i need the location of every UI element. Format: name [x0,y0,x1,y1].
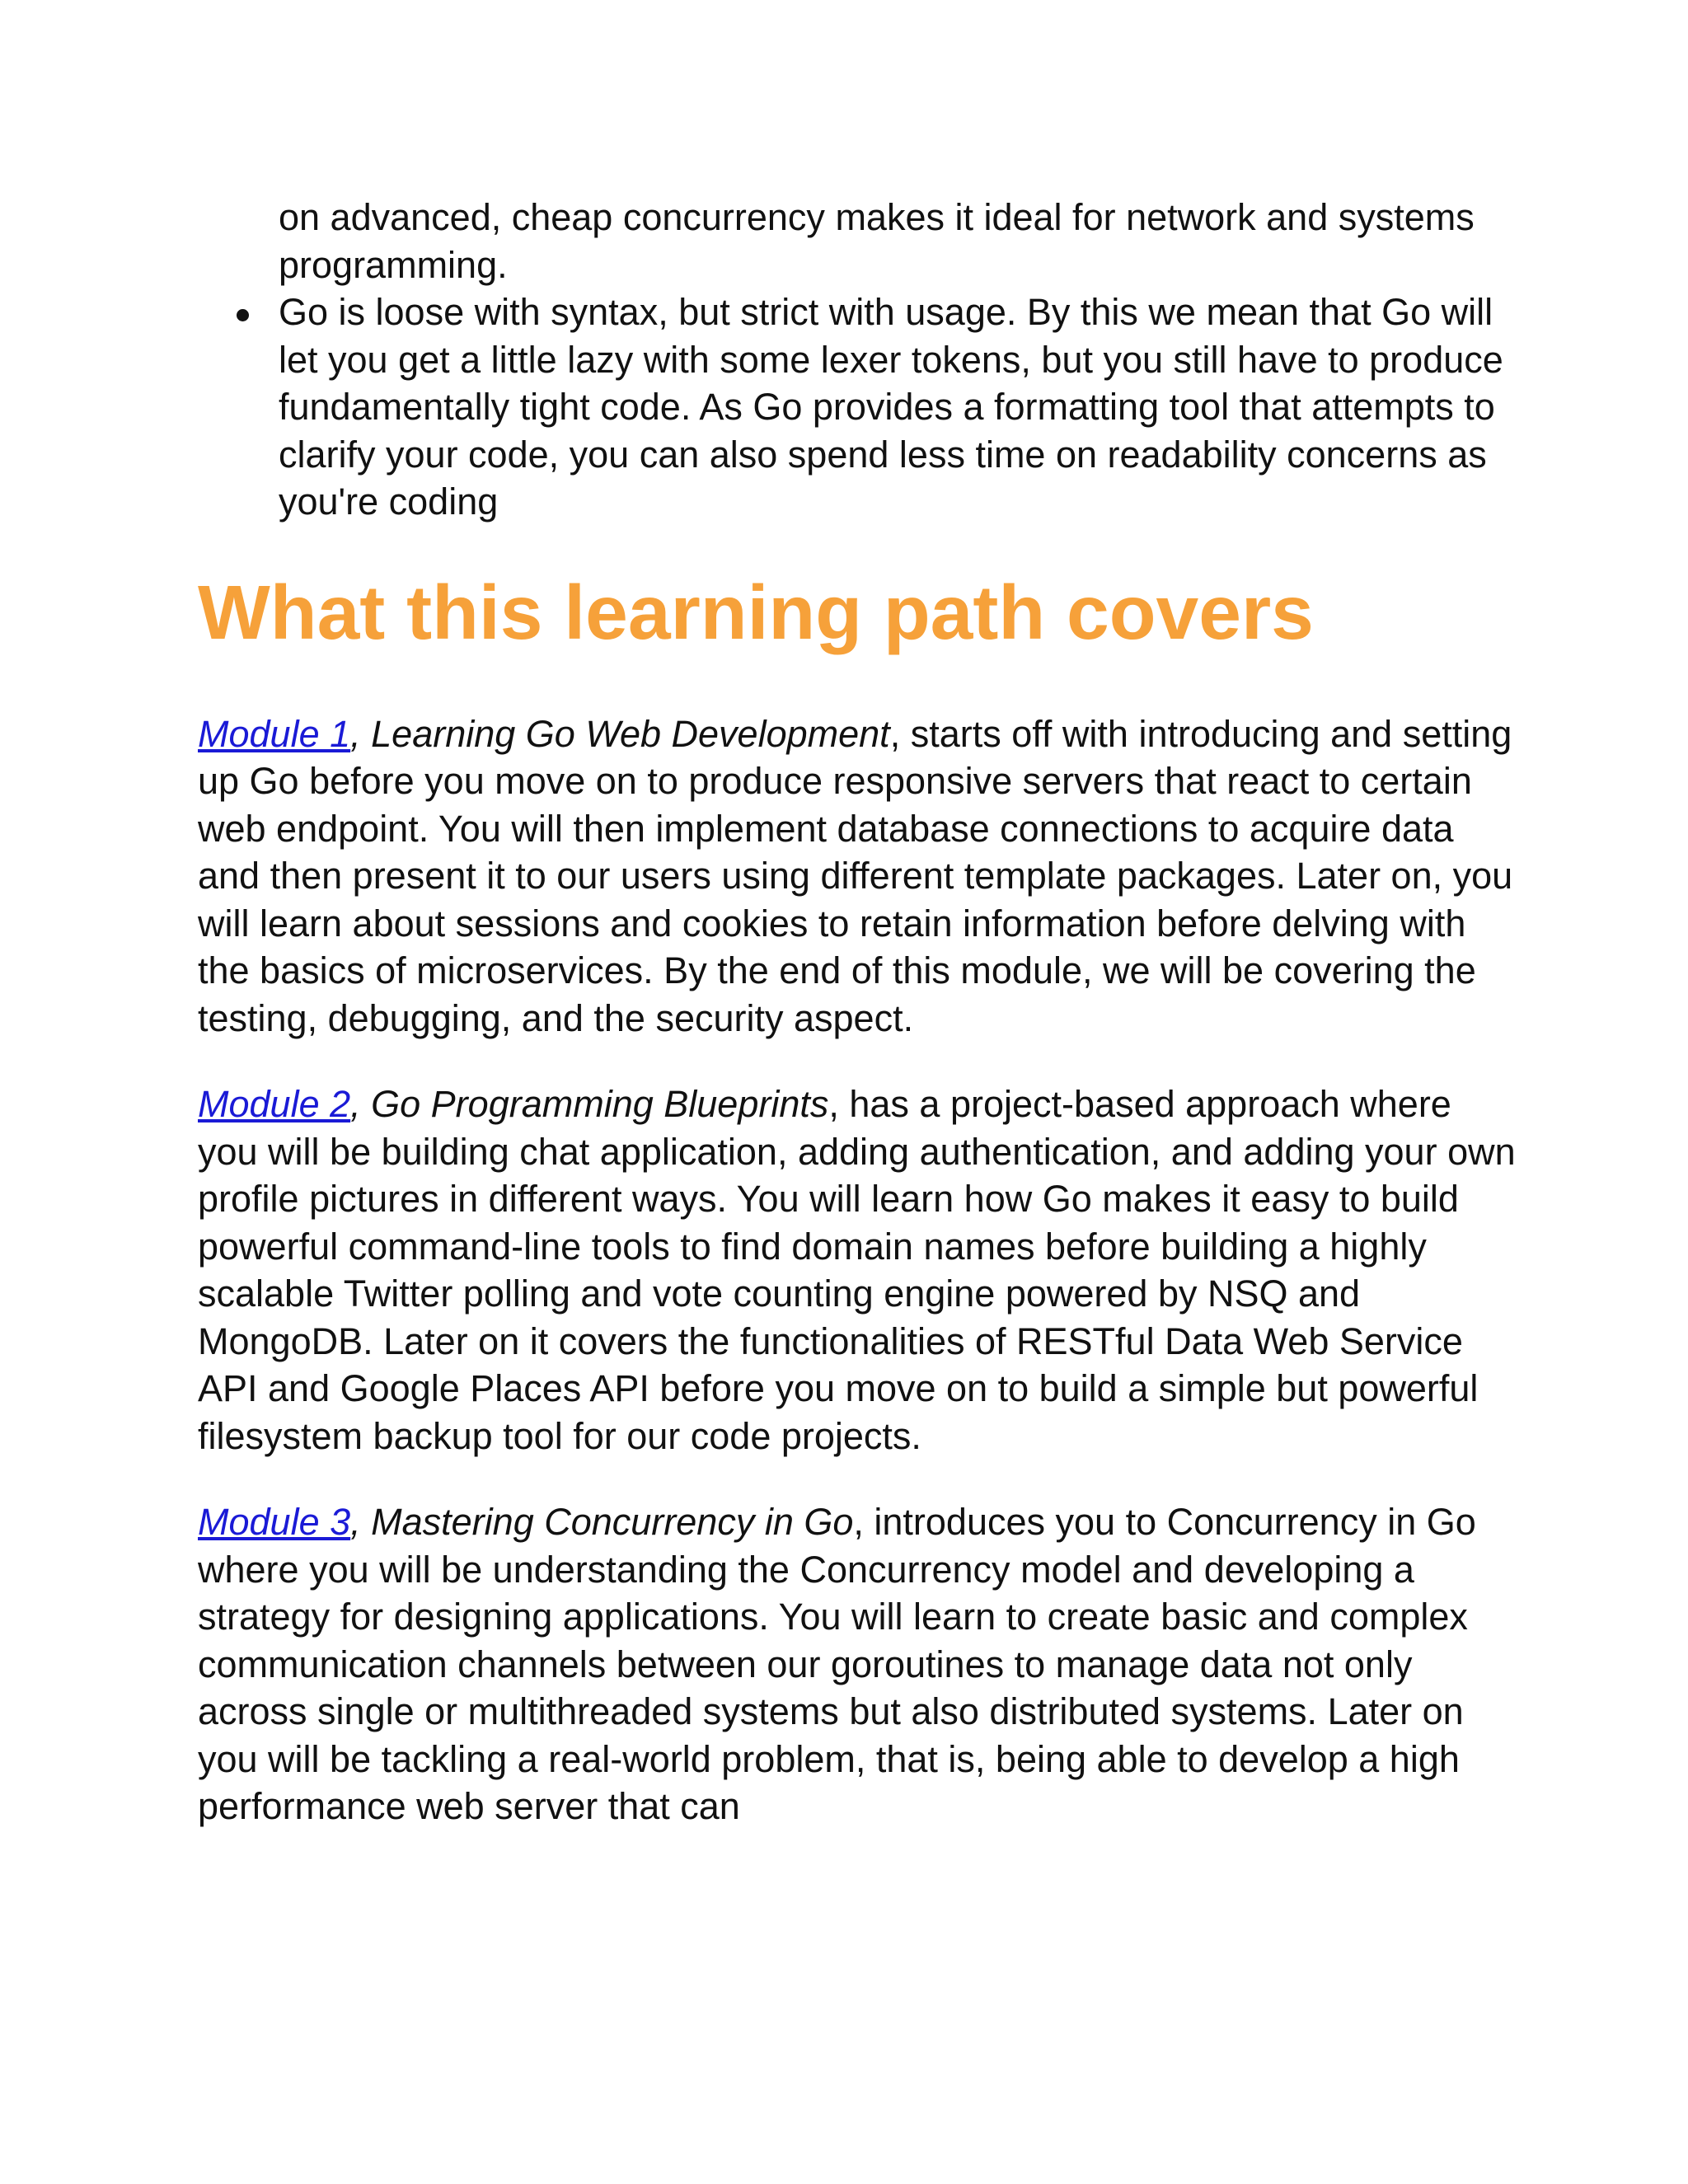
module-3-paragraph [198,1498,1517,1830]
module-1-description: , starts off with introducing and setting up Go before you move on to produce responsive servers that react to certain web endpoint. You will then implement database connections to acquire data and then present it to our users using different template packages. Later on, you will learn about sessions and cookies to retain information before delving with the basics of microservices. By the end of this module, we will be covering the testing, debugging, and the security aspect. [198,712,1513,1039]
module-separator: , [350,712,372,755]
module-2-description: , has a project-based approach where you will be building chat application, adding authentication, and adding your own profile pictures in different ways. You will learn how Go makes it easy to build powerful command-line tools to find domain names before building a highly scalable Twitter polling and vote counting engine powered by NSQ and MongoDB. Later on it covers the functionalities of RESTful Data Web Service API and Google Places API before you move on to build a simple but powerful filesystem backup tool for our code projects. [198,1083,1516,1457]
bullet-item [198,288,1517,526]
section-heading: What this learning path covers [198,569,1314,655]
module-1-title: Learning Go Web Development [371,712,890,755]
document-page [198,194,1517,1830]
module-2-link[interactable]: Module 2 [198,1083,351,1125]
module-3-title: Mastering Concurrency in Go [371,1501,854,1543]
module-1-link[interactable]: Module 1 [198,712,351,755]
module-2-paragraph [198,1080,1517,1460]
module-separator: , [350,1083,372,1125]
bullet-dot-icon [237,309,249,321]
bullet-text: Go is loose with syntax, but strict with usage. By this we mean that Go will let you get a little lazy with some lexer tokens, but you still have to produce fundamentally tight code. As Go provides a formatting tool that attempts to clarify your code, you can also spend less time on readability concerns as you're coding [279,291,1503,523]
module-separator: , [350,1501,372,1543]
module-2-title: Go Programming Blueprints [371,1083,829,1125]
bullet-text: on advanced, cheap concurrency makes it ideal for network and systems programming. [279,196,1475,286]
bullet-item-continued [198,194,1517,288]
module-3-description: , introduces you to Concurrency in Go where you will be understanding the Concurrency model and developing a strategy for designing applications. You will learn to create basic and complex communication channels between our goroutines to manage data not only across single or multithreaded systems but also distributed systems. Later on you will be tackling a real-world problem, that is, being able to develop a high performance web server that can [198,1501,1476,1827]
module-3-link[interactable]: Module 3 [198,1501,351,1543]
feature-bullet-list [198,194,1517,526]
module-1-paragraph [198,710,1517,1043]
